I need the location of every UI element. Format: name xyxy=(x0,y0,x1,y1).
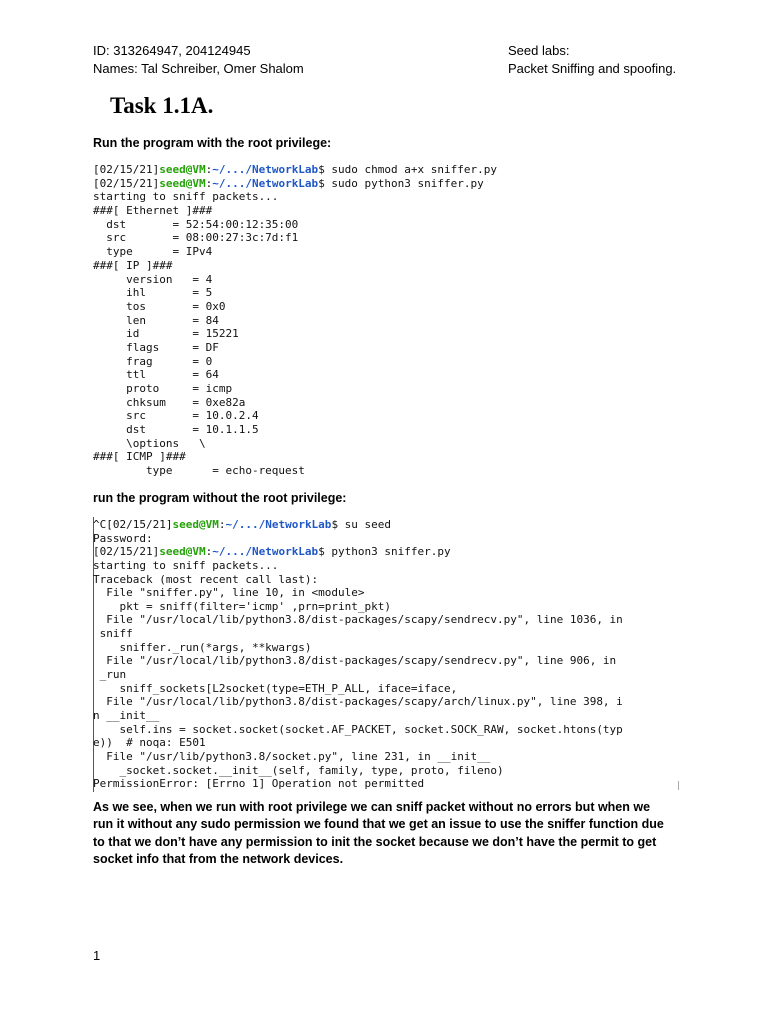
terminal-text: $ su seed xyxy=(331,518,392,531)
terminal-text: e)) # noqa: E501 xyxy=(93,736,206,750)
terminal-text: ihl = 5 xyxy=(93,286,213,300)
lab-topic: Packet Sniffing and spoofing. xyxy=(508,61,677,76)
terminal-line xyxy=(93,586,623,600)
terminal-line xyxy=(93,668,623,682)
terminal-text: proto = icmp xyxy=(93,382,233,395)
terminal-text: id = 15221 xyxy=(93,327,239,341)
header-right xyxy=(508,42,676,78)
terminal-line xyxy=(93,314,497,328)
terminal-line xyxy=(93,286,497,300)
terminal-text: ^C[02/15/21] xyxy=(93,518,173,531)
terminal-line xyxy=(93,190,497,204)
terminal-text: src = 08:00:27:3c:7d:f1 xyxy=(93,231,299,245)
terminal-line xyxy=(93,259,497,273)
terminal-line xyxy=(93,273,497,287)
prompt-user: seed@VM xyxy=(172,518,219,531)
section-nonroot-heading: run the program without the root privilege: xyxy=(93,491,347,505)
terminal-line xyxy=(93,682,623,696)
terminal-text: \options \ xyxy=(93,436,206,450)
terminal-text: starting to sniff packets... xyxy=(93,558,279,572)
terminal-text: File "sniffer.py", line 10, in <module> xyxy=(93,586,365,600)
summary-paragraph xyxy=(93,799,683,869)
terminal-text: flags = DF xyxy=(93,340,219,354)
prompt-user: seed@VM xyxy=(159,545,206,559)
terminal-line xyxy=(93,777,623,791)
terminal-text: dst = 10.1.1.5 xyxy=(93,423,259,437)
header-left xyxy=(93,42,304,78)
terminal-line xyxy=(93,518,623,532)
terminal-text: File "/usr/lib/python3.8/socket.py", line 231, in __init__ xyxy=(93,749,491,763)
terminal-text: : xyxy=(218,518,226,531)
terminal-line xyxy=(93,341,497,355)
terminal-text: [02/15/21] xyxy=(93,163,160,176)
terminal-text: src = 10.0.2.4 xyxy=(93,409,259,423)
terminal-text: sniffer._run(*args, **kwargs) xyxy=(93,640,312,654)
terminal-line xyxy=(93,750,623,764)
terminal-text: File "/usr/local/lib/python3.8/dist-packages/scapy/sendrecv.py", line 1036, in xyxy=(93,613,623,627)
terminal-line xyxy=(93,396,497,410)
terminal-line xyxy=(93,409,497,423)
terminal-line xyxy=(93,218,497,232)
terminal-text: version = 4 xyxy=(93,272,213,286)
section-root-heading: Run the program with the root privilege: xyxy=(93,136,332,150)
terminal-text: ###[ IP ]### xyxy=(93,258,173,272)
terminal-text: n __init__ xyxy=(93,708,160,722)
terminal-text: tos = 0x0 xyxy=(93,299,226,313)
terminal-text: PermissionError: [Errno 1] Operation not permitted xyxy=(93,777,425,791)
terminal-line xyxy=(93,559,623,573)
prompt-path: ~/.../NetworkLab xyxy=(212,163,319,176)
terminal-line xyxy=(93,695,623,709)
terminal-text: [02/15/21] xyxy=(93,545,160,559)
terminal-text: File "/usr/local/lib/python3.8/dist-packages/scapy/arch/linux.py", line 398, i xyxy=(93,695,623,709)
terminal-text: pkt = sniff(filter='icmp' ,prn=print_pkt) xyxy=(93,599,392,613)
terminal-text: sniff xyxy=(93,627,133,641)
terminal-text: frag = 0 xyxy=(93,354,213,368)
student-names: Names: Tal Schreiber, Omer Shalom xyxy=(93,61,304,76)
terminal-text: $ sudo chmod a+x sniffer.py xyxy=(318,163,497,176)
terminal-line xyxy=(93,368,497,382)
terminal-output-root xyxy=(93,163,497,478)
terminal-text: ttl = 64 xyxy=(93,368,219,382)
summary-line: to that we don’t have any permission to init the socket because we don’t have the permit to get xyxy=(93,834,657,849)
terminal-text: $ python3 sniffer.py xyxy=(318,545,451,559)
terminal-line xyxy=(93,204,497,218)
prompt-path: ~/.../NetworkLab xyxy=(212,176,319,190)
terminal-line xyxy=(93,300,497,314)
terminal-text: _socket.socket.__init__(self, family, type, proto, fileno) xyxy=(93,763,504,777)
terminal-line xyxy=(93,423,497,437)
terminal-line xyxy=(93,600,623,614)
terminal-text: : xyxy=(205,176,213,190)
terminal-line xyxy=(93,355,497,369)
terminal-line xyxy=(93,245,497,259)
terminal-text: dst = 52:54:00:12:35:00 xyxy=(93,217,299,231)
course-name: Seed labs: xyxy=(508,43,570,58)
summary-line: run it without any sudo permission we found that we get an issue to use the sniffer function due xyxy=(93,817,664,832)
terminal-line xyxy=(93,327,497,341)
terminal-text: File "/usr/local/lib/python3.8/dist-packages/scapy/sendrecv.py", line 906, in xyxy=(93,654,617,668)
terminal-line xyxy=(93,163,497,177)
terminal-text: $ sudo python3 sniffer.py xyxy=(318,176,484,190)
terminal-line xyxy=(93,177,497,191)
page-number: 1 xyxy=(93,948,101,963)
prompt-path: ~/.../NetworkLab xyxy=(212,545,319,559)
terminal-line xyxy=(93,709,623,723)
terminal-line xyxy=(93,723,623,737)
terminal-text: _run xyxy=(93,668,127,682)
terminal-text: ###[ ICMP ]### xyxy=(93,450,186,464)
terminal-line xyxy=(93,382,497,396)
prompt-user: seed@VM xyxy=(159,163,206,176)
terminal-line xyxy=(93,437,497,451)
terminal-text: chksum = 0xe82a xyxy=(93,395,246,409)
terminal-text: ###[ Ethernet ]### xyxy=(93,204,213,218)
terminal-text: : xyxy=(205,163,213,176)
terminal-text: Password: xyxy=(93,531,153,545)
terminal-text: type = echo-request xyxy=(93,464,305,478)
terminal-scroll-mark xyxy=(678,781,679,790)
terminal-text: sniff_sockets[L2socket(type=ETH_P_ALL, iface=iface, xyxy=(93,681,458,695)
terminal-line xyxy=(93,450,497,464)
terminal-line xyxy=(93,641,623,655)
terminal-output-nonroot xyxy=(93,518,623,791)
terminal-text: : xyxy=(205,545,213,559)
summary-line: socket info that from the network devices. xyxy=(93,852,344,867)
terminal-text: Traceback (most recent call last): xyxy=(93,572,319,586)
terminal-text: len = 84 xyxy=(93,313,219,327)
prompt-path: ~/.../NetworkLab xyxy=(225,518,332,531)
terminal-line xyxy=(93,627,623,641)
terminal-text: type = IPv4 xyxy=(93,245,213,259)
terminal-line xyxy=(93,545,623,559)
terminal-line xyxy=(93,231,497,245)
terminal-line xyxy=(93,573,623,587)
terminal-line xyxy=(93,464,497,478)
terminal-line xyxy=(93,613,623,627)
task-title: Task 1.1A. xyxy=(110,93,214,118)
terminal-text: [02/15/21] xyxy=(93,176,160,190)
terminal-line xyxy=(93,736,623,750)
terminal-line xyxy=(93,654,623,668)
terminal-line xyxy=(93,764,623,778)
terminal-text: starting to sniff packets... xyxy=(93,190,279,204)
summary-line: As we see, when we run with root privilege we can sniff packet without no errors but when we xyxy=(93,800,651,814)
terminal-line xyxy=(93,532,623,546)
terminal-text: self.ins = socket.socket(socket.AF_PACKET, socket.SOCK_RAW, socket.htons(typ xyxy=(93,722,623,736)
student-ids: ID: 313264947, 204124945 xyxy=(93,43,251,58)
prompt-user: seed@VM xyxy=(159,176,206,190)
